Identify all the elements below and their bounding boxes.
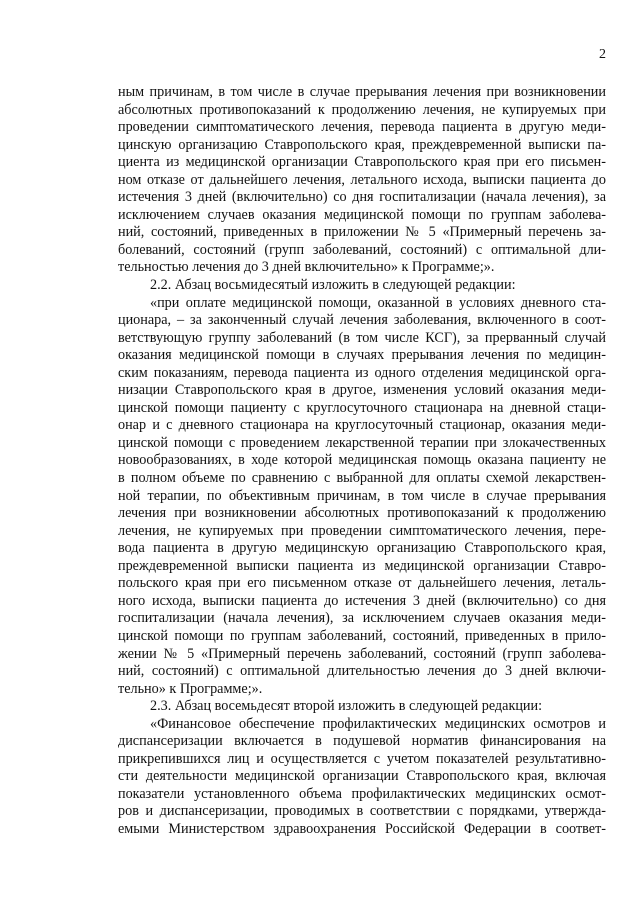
text-line: показатели установленного объема профилактических медицинских осмот- — [118, 785, 606, 802]
text-line: жении № 5 «Примерный перечень заболеваний, состояний (групп заболева- — [118, 645, 606, 662]
text-line: исключением случаев оказания медицинской помощи по группам заболева- — [118, 206, 606, 223]
text-line: болеваний, состояний (групп заболеваний, состояний) с оптимальной дли- — [118, 241, 606, 258]
text-line: цинскую организацию Ставропольского края, преждевременной выписки па- — [118, 136, 606, 153]
text-line: истечения 3 дней (включительно) со дня госпитализации (начала лечения), за — [118, 189, 606, 206]
text-line: сти деятельности медицинской организации Ставропольского края, включая — [118, 768, 606, 785]
text-line: диспансеризации включается в подушевой норматив финансирования на — [118, 733, 606, 750]
text-line: оказания медицинской помощи в случаях прерывания лечения по медицин- — [118, 347, 606, 364]
text-line: госпитализации (начала лечения), за исключением случаев оказания меди- — [118, 610, 606, 627]
text-line: ного исхода, выписки пациента до истечения 3 дней (включительно) со дня — [118, 592, 606, 609]
text-line: цинской помощи с проведением лекарственной терапии при злокачественных — [118, 434, 606, 451]
text-line: тельно» к Программе;». — [118, 680, 263, 697]
text-line: в полном объеме по сравнению с выбранной для оплаты схемой лекарствен- — [118, 470, 606, 487]
text-line: абсолютных противопоказаний к продолжению лечения, не купируемых при — [118, 101, 606, 118]
text-line: ционара, – за законченный случай лечения заболевания, включенного в соот- — [118, 312, 606, 329]
text-line: тельностью лечения до 3 дней включительно» к Программе;». — [118, 259, 495, 276]
text-line: «при оплате медицинской помощи, оказанной в условиях дневного ста- — [150, 294, 606, 311]
text-line: ров и диспансеризации, проводимых в соответствии с порядками, утвержда- — [118, 803, 606, 820]
text-line: цинской помощи пациенту с круглосуточного стационара на дневной стаци- — [118, 399, 606, 416]
text-line: ветствующую группу заболеваний (в том числе КСГ), за прерванный случай — [118, 329, 606, 346]
text-line: онар и с дневного стационара на круглосуточный стационар, оказания меди- — [118, 417, 606, 434]
text-line: цинской помощи по группам заболеваний, состояний, приведенных в прило- — [118, 627, 606, 644]
text-line: «Финансовое обеспечение профилактических медицинских осмотров и — [150, 715, 606, 732]
text-line: ским показаниям, перевода пациента из одного отделения медицинской орга- — [118, 364, 606, 381]
text-line: ний, состояний) с оптимальной длительностью лечения до 3 дней включи- — [118, 663, 606, 680]
text-line: низации Ставропольского края в другое, изменения условий оказания меди- — [118, 382, 606, 399]
text-line: преждевременной выписки пациента из медицинской организации Ставро- — [118, 557, 606, 574]
text-line: вода пациента в другую медицинскую организацию Ставропольского края, — [118, 540, 606, 557]
text-line: циента из медицинской организации Ставропольского края при его письмен- — [118, 154, 606, 171]
text-line: лечения при возникновении абсолютных противопоказаний к продолжению — [118, 505, 606, 522]
text-line: прикрепившихся лиц и осуществляется с учетом показателей результативно- — [118, 750, 606, 767]
text-line: проведении симптоматического лечения, перевода пациента в другую меди- — [118, 119, 606, 136]
text-line: ным причинам, в том числе в случае прерывания лечения при возникновении — [118, 84, 606, 100]
text-line: ной терапии, по объективным причинам, в том числе в случае прерывания — [118, 487, 606, 504]
text-line: лечения, не купируемых при проведении симптоматического лечения, пере- — [118, 522, 606, 539]
text-line: емыми Министерством здравоохранения Российской Федерации в соответ- — [118, 820, 606, 837]
text-line: ний, состояний, приведенных в приложении № 5 «Примерный перечень за- — [118, 224, 606, 241]
text-line: польского края при его письменном отказе от дальнейшего лечения, леталь- — [118, 575, 606, 592]
text-line: ном отказе от дальнейшего лечения, летального исхода, выписки пациента до — [118, 171, 606, 188]
text-line: новообразованиях, в ходе которой медицинская помощь оказана пациенту не — [118, 452, 606, 469]
text-line: 2.2. Абзац восьмидесятый изложить в следующей редакции: — [150, 277, 516, 294]
text-line: 2.3. Абзац восемьдесят второй изложить в следующей редакции: — [150, 698, 543, 715]
document-body — [118, 84, 606, 839]
page-number: 2 — [599, 47, 606, 62]
